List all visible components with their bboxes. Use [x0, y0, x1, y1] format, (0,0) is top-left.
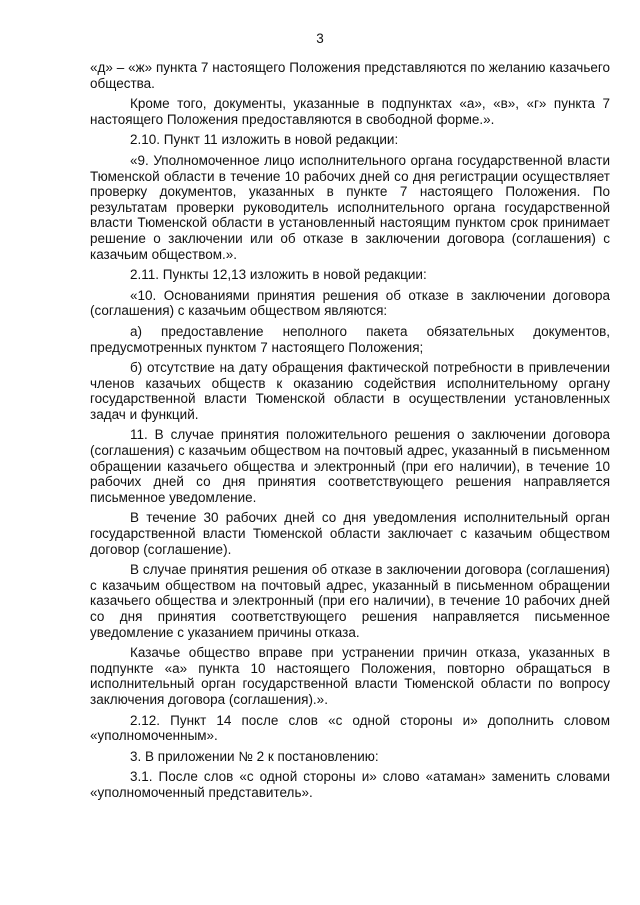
- paragraph: 3. В приложении № 2 к постановлению:: [130, 748, 379, 764]
- paragraph: б) отсутствие на дату обращения фактической потребности в привлечении членов казачьих обществ к оказанию содействия исполнительному органу государственной власти Тюменской области в осуществлении установленных задач и функций.: [90, 360, 610, 422]
- paragraph: «10. Основаниями принятия решения об отказе в заключении договора (соглашения) с казачьим обществом являются:: [90, 287, 610, 319]
- page-number: 3: [316, 31, 324, 46]
- paragraph: Казачье общество вправе при устранении причин отказа, указанных в подпункте «а» пункта 10 настоящего Положения, повторно обращаться в исполнительный орган государственной власти Тюменской области по вопросу заключения договора (соглашения).».: [90, 645, 610, 707]
- paragraph: а) предоставление неполного пакета обязательных документов, предусмотренных пунктом 7 настоящего Положения;: [90, 323, 610, 355]
- paragraph: 3.1. После слов «с одной стороны и» слово «атаман» заменить словами «уполномоченный представитель».: [90, 769, 610, 800]
- paragraph: Кроме того, документы, указанные в подпунктах «а», «в», «г» пункта 7 настоящего Положения предоставляются в свободной форме.».: [90, 96, 610, 127]
- paragraph: 2.11. Пункты 12,13 изложить в новой редакции:: [130, 267, 427, 283]
- paragraph: «9. Уполномоченное лицо исполнительного органа государственной власти Тюменской области в течение 10 рабочих дней со дня регистрации осуществляет проверку документов, указанных в пункте 7 настоящего Положения. По результатам проверки руководитель исполнительного органа государственной власти Тюменской области в установленный настоящим пунктом срок принимает решение о заключении или об отказе в заключении договора (соглашения) с казачьим обществом.».: [90, 152, 610, 262]
- paragraph: 2.12. Пункт 14 после слов «с одной стороны и» дополнить словом «уполномоченным».: [90, 712, 610, 744]
- paragraph: В течение 30 рабочих дней со дня уведомления исполнительный орган государственной власти Тюменской области заключает с казачьим обществом договор (соглашение).: [90, 510, 610, 557]
- paragraph: 2.10. Пункт 11 изложить в новой редакции:: [130, 132, 399, 148]
- paragraph: 11. В случае принятия положительного решения о заключении договора (соглашения) с казачьим обществом на почтовый адрес, указанный в письменном обращении казачьего общества и электронный (при его наличии), в течение 10 рабочих дней со дня принятия соответствующего решения направляется письменное уведомление.: [90, 427, 610, 505]
- paragraph: «д» – «ж» пункта 7 настоящего Положения представляются по желанию казачьего общества.: [90, 60, 610, 91]
- document-body: [90, 60, 610, 806]
- paragraph: В случае принятия решения об отказе в заключении договора (соглашения) с казачьим обществом на почтовый адрес, указанный в письменном обращении казачьего общества и электронный (при его наличии), в течение 10 рабочих дней со дня принятия соответствующего решения направляется письменное уведомление с указанием причины отказа.: [90, 562, 610, 640]
